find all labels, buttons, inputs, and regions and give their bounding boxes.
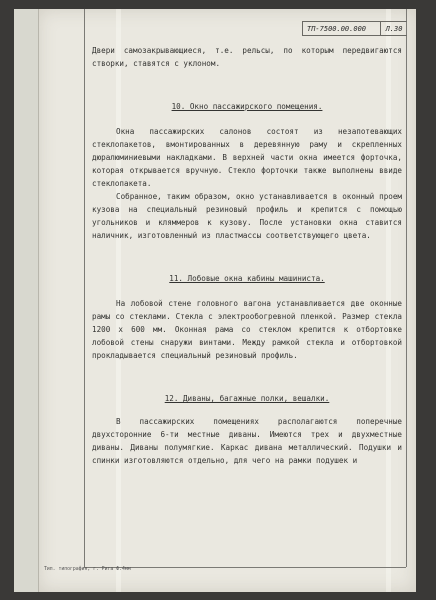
printer-imprint: Тип. типография, г. Рига Ф.4мм: [44, 567, 131, 572]
paragraph: Окна пассажирских салонов состоят из незапотевающих стеклопакетов, вмонтированных в деревянную раму и скрепленных дюралюминиевыми накладками. В верхней части окна имеется форточка, которая открывается вручную. Стекло форточки также выполнены ввиде стеклопакета.: [92, 127, 402, 188]
frame-line-left: [84, 9, 85, 567]
binding-strip: [14, 9, 39, 592]
paragraph: На лобовой стене головного вагона устанавливается две оконные рамы со стеклами. Стекла с электрообогревной пленкой. Размер стекла 1200 х 600 мм. Оконная рама со стеклом крепится к отбортовке лобовой стены снаружи винтами. Между рамкой стекла и отбортовкой прокладывается специальный резиновый профиль.: [92, 299, 402, 360]
spacer: [92, 242, 402, 272]
document-code: ТП-7500.00.000: [307, 24, 367, 33]
spacer: [92, 113, 402, 125]
sheet-number: Л.30: [385, 24, 403, 33]
spacer: [92, 285, 402, 297]
title-block-stamp: [302, 21, 407, 36]
frame-line-right: [406, 9, 407, 567]
intro-paragraph: Двери самозакрывающиеся, т.е. рельсы, по которым передвигаются створки, ставятся с уклоном.: [92, 46, 402, 68]
section-heading-seats: 12. Диваны, багажные полки, вешалки.: [164, 394, 330, 403]
section-heading-windows: 10. Окно пассажирского помещения.: [171, 102, 323, 111]
section-heading-cab-windows: 11. Лобовые окна кабины машиниста.: [169, 274, 325, 283]
spacer: [92, 70, 402, 100]
spacer: [92, 405, 402, 415]
paragraph: В пассажирских помещениях располагаются поперечные двухсторонние 6-ти местные диваны. Имеются трех и двухместные диваны. Диваны полумягкие. Каркас дивана металлический. Подушки и спинки изготовляются отдельно, для чего на рамки подушек и: [92, 417, 402, 465]
frame-line-bottom: [84, 567, 406, 568]
paragraph: Собранное, таким образом, окно устанавливается в оконный проем кузова на специальный резиновый профиль и крепится с помощью угольников и кляммеров к кузову. После установки окна ставится наличник, изготовленный из пластмассы соответствующего цвета.: [92, 192, 402, 240]
document-body: [92, 44, 402, 467]
spacer: [92, 362, 402, 392]
